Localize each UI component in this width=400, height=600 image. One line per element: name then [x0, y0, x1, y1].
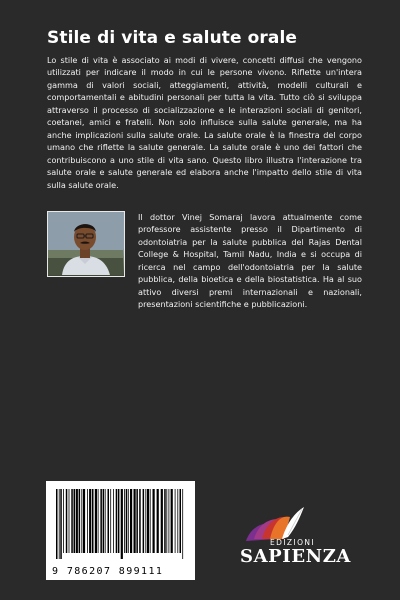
- barcode-bar: [171, 489, 173, 553]
- barcode-bar: [92, 489, 94, 553]
- barcode-bar: [130, 489, 132, 553]
- barcode-bar: [121, 489, 123, 559]
- isbn-barcode: [46, 481, 195, 580]
- author-bio: Il dottor Vinej Somaraj lavora attualmente come professore assistente presso il Dipartimento di odontoiatria per la salute pubblica del Rajas Dental College & Hospital, Tamil Nadu, India e si occupa di ricerca nel campo dell'odontoiatria per la salute pubblica, della bioetica e della biostatistica. Ha al suo attivo diversi premi internazionali e nazionali, presentazioni scientifiche e pubblicazioni.: [138, 212, 362, 310]
- barcode-bar: [182, 489, 183, 559]
- barcode-bar: [128, 489, 129, 553]
- barcode-bar: [169, 489, 170, 553]
- barcode-bar: [74, 489, 76, 553]
- barcode-bar: [147, 489, 149, 553]
- barcode-bar: [100, 489, 102, 553]
- barcode-bar: [180, 489, 182, 553]
- barcode-bar: [143, 489, 145, 553]
- barcode-bar: [118, 489, 120, 553]
- barcode-bar: [79, 489, 81, 553]
- barcode-bar: [145, 489, 146, 553]
- barcode-bar: [166, 489, 167, 553]
- author-photo: [47, 211, 125, 277]
- barcode-bars: [54, 489, 187, 559]
- barcode-bar: [81, 489, 82, 553]
- barcode-bar: [63, 489, 64, 553]
- barcode-bar: [69, 489, 70, 553]
- barcode-bar: [136, 489, 138, 553]
- publisher-name: SAPIENZA: [240, 546, 351, 567]
- barcode-bar: [76, 489, 78, 553]
- barcode-bar: [59, 489, 60, 559]
- barcode-bar: [66, 489, 68, 553]
- barcode-bar: [126, 489, 128, 553]
- book-title: Stile di vita e salute orale: [47, 28, 298, 48]
- author-portrait-image: [48, 212, 123, 275]
- barcode-bar: [164, 489, 166, 553]
- barcode-bar: [161, 489, 163, 553]
- barcode-bar: [116, 489, 118, 553]
- barcode-bar: [124, 489, 125, 553]
- barcode-bar: [95, 489, 97, 553]
- book-description: Lo stile di vita è associato ai modi di vivere, concetti diffusi che vengono utilizzati per indicare il modo in cui le persone vivono. Riflette un'intera gamma di valori sociali, atteggiamenti, attività, modelli culturali e comportamentali e abitudini personali per tutta la vita. Tutto ciò si sviluppa attraverso il processo di socializzazione e le interazioni sociali di genitori, coetanei, amici e fratelli. Non solo influisce sulla salute generale, ma ha anche implicazioni sulla salute orale. La salute orale è la finestra del corpo umano che riflette la salute generale. La salute orale è uno dei fattori che contribuiscono a uno stile di vita sano. Questo libro illustra l'interazione tra salute orale e salute generale ed elabora anche l'impatto dello stile di vita sulla salute orale.: [47, 55, 362, 190]
- barcode-bar: [110, 489, 111, 553]
- barcode-bar: [108, 489, 110, 553]
- barcode-bar: [139, 489, 141, 553]
- barcode-bar: [71, 489, 73, 553]
- barcode-bar: [89, 489, 91, 553]
- barcode-bar: [60, 489, 62, 559]
- barcode-bar: [157, 489, 159, 553]
- barcode-bar: [113, 489, 114, 553]
- barcode-bar: [153, 489, 155, 553]
- barcode-bar: [87, 489, 88, 553]
- isbn-number: 9 786207 899111: [52, 566, 164, 577]
- barcode-bar: [56, 489, 58, 559]
- publisher-subtitle: EDIZIONI: [270, 538, 316, 547]
- barcode-bar: [177, 489, 178, 553]
- barcode-bar: [83, 489, 85, 553]
- barcode-bar: [175, 489, 176, 553]
- barcode-bar: [103, 489, 105, 553]
- barcode-bar: [134, 489, 136, 553]
- barcode-bar: [98, 489, 99, 553]
- barcode-bar: [150, 489, 151, 553]
- barcode-bar: [105, 489, 106, 553]
